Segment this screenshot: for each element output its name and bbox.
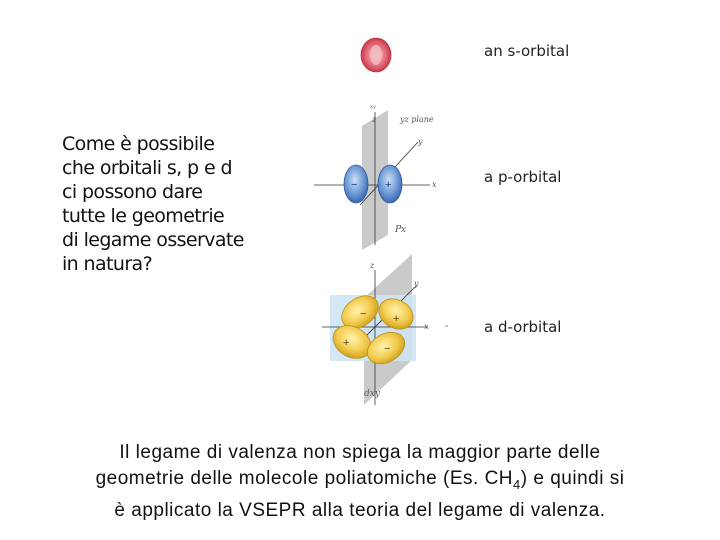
question-line-2: che orbitali s, p e d (62, 157, 232, 179)
orbital-figure (300, 30, 480, 410)
question-line-4: tutte le geometrie (62, 205, 225, 227)
s-orbital-label: an s-orbital (484, 42, 570, 60)
d-plus-sign-2: + (343, 337, 350, 349)
ch4-subscript: 4 (513, 476, 521, 492)
p-orbital-icon (314, 104, 437, 250)
d-minus-sign-2: − (384, 343, 391, 355)
footer-line-2-end: ) e quindi si (520, 468, 625, 489)
p-minus-sign: − (351, 179, 358, 191)
p-axis-z: z (372, 115, 377, 124)
footer-line-2-start: geometrie delle molecole poliatomiche (Es. CH (95, 468, 514, 489)
d-minus-sign-1: − (360, 308, 367, 320)
footer-line-1: Il legame di valenza non spiega la maggior parte delle (119, 442, 601, 463)
p-axis-y: y (418, 137, 423, 146)
footer-line-2 (0, 466, 720, 498)
d-dash: - (445, 321, 449, 332)
p-plus-sign: + (385, 179, 392, 191)
p-plane-label: yz plane (400, 115, 434, 124)
question-text (62, 132, 282, 276)
question-line-1: Come è possibile (62, 133, 215, 155)
question-line-5: di legame osservate (62, 229, 244, 251)
d-orbital-label: a d-orbital (484, 318, 562, 336)
p-orbital-label: a p-orbital (484, 168, 562, 186)
p-axis-x: x (432, 180, 437, 189)
svg-text:xy: xy (370, 104, 376, 110)
d-name: dxy (364, 389, 380, 399)
p-name: Px (395, 225, 407, 235)
question-line-6: in natura? (62, 253, 153, 275)
d-axis-z: z (370, 261, 375, 270)
footer-line-3: è applicato la VSEPR alla teoria del legame di valenza. (114, 499, 606, 521)
footer-text (0, 440, 720, 524)
d-plus-sign-1: + (393, 313, 400, 325)
d-orbital-icon (322, 254, 448, 405)
question-line-3: ci possono dare (62, 181, 203, 203)
d-axis-x: x (424, 322, 429, 331)
d-axis-y: y (414, 279, 419, 288)
s-orbital-icon (361, 38, 391, 72)
